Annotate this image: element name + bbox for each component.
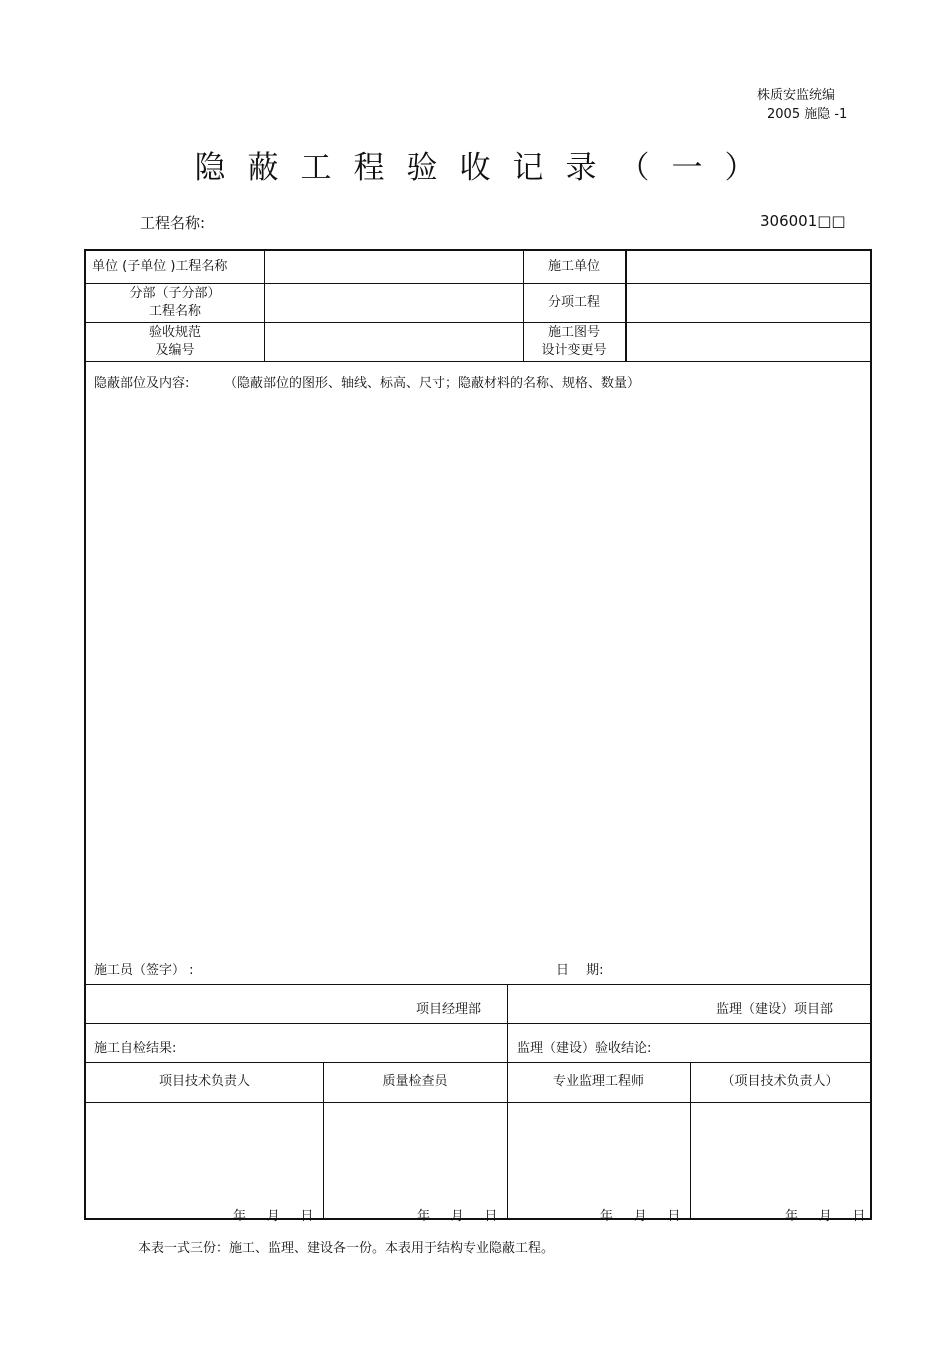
- row-divider: [86, 361, 870, 362]
- footer-note: 本表一式三份：施工、监理、建设各一份。本表用于结构专业隐蔽工程。: [138, 1241, 555, 1256]
- sign-date-4: 年 月 日: [785, 1209, 866, 1224]
- signer-owner-tech-lead: （项目技术负责人）: [721, 1074, 839, 1089]
- drawing-number-label: 施工图号 设计变更号: [541, 324, 607, 358]
- builder-sign-label: 施工员（签字） :: [94, 963, 194, 978]
- signature-area-supervision-engineer[interactable]: [508, 1103, 690, 1220]
- signer-supervision-engineer: 专业监理工程师: [552, 1074, 644, 1089]
- project-manager-dept: 项目经理部: [416, 1002, 482, 1017]
- construction-unit-label: 施工单位: [547, 259, 600, 274]
- sign-date-1: 年 月 日: [233, 1209, 314, 1224]
- sub-division-name-field[interactable]: [264, 283, 523, 322]
- supervision-conclusion-label: 监理（建设）验收结论:: [517, 1041, 652, 1056]
- date-label: 日 期:: [556, 963, 604, 978]
- project-name-label: 工程名称:: [140, 214, 206, 232]
- signer-tech-lead: 项目技术负责人: [158, 1074, 250, 1089]
- header-code: 2005 施隐 -1: [767, 107, 848, 122]
- unit-project-name-label: 单位 (子单位 )工程名称: [92, 259, 228, 274]
- drawing-number-field[interactable]: [627, 322, 870, 361]
- form-title: 隐蔽工程验收记录（一）: [194, 150, 778, 186]
- row-divider: [86, 984, 870, 985]
- supervision-dept: 监理（建设）项目部: [716, 1002, 834, 1017]
- content-area[interactable]: [86, 391, 870, 981]
- construction-unit-field[interactable]: [627, 251, 870, 283]
- form-number: 306001□□: [760, 212, 846, 230]
- signature-area-owner-tech-lead[interactable]: [691, 1103, 870, 1220]
- inspection-table: [84, 249, 872, 1224]
- sign-date-3: 年 月 日: [600, 1209, 681, 1224]
- header-org: 株质安监统编: [757, 88, 836, 103]
- content-hint: （隐蔽部位的图形、轴线、标高、尺寸；隐蔽材料的名称、规格、数量）: [224, 376, 641, 391]
- self-check-label: 施工自检结果:: [94, 1041, 177, 1056]
- unit-project-name-field[interactable]: [264, 251, 523, 283]
- sub-division-name-label: 分部（子分部） 工程名称: [129, 285, 221, 319]
- acceptance-spec-field[interactable]: [264, 322, 523, 361]
- content-label: 隐蔽部位及内容:: [94, 376, 190, 391]
- signature-area-quality-inspector[interactable]: [324, 1103, 507, 1220]
- row-divider: [86, 1023, 870, 1024]
- signer-quality-inspector: 质量检查员: [382, 1074, 448, 1089]
- sub-item-field[interactable]: [627, 283, 870, 322]
- sub-item-label: 分项工程: [547, 294, 600, 310]
- signature-area-tech-lead[interactable]: [86, 1103, 323, 1220]
- acceptance-spec-label: 验收规范 及编号: [148, 324, 201, 358]
- sign-date-2: 年 月 日: [417, 1209, 498, 1224]
